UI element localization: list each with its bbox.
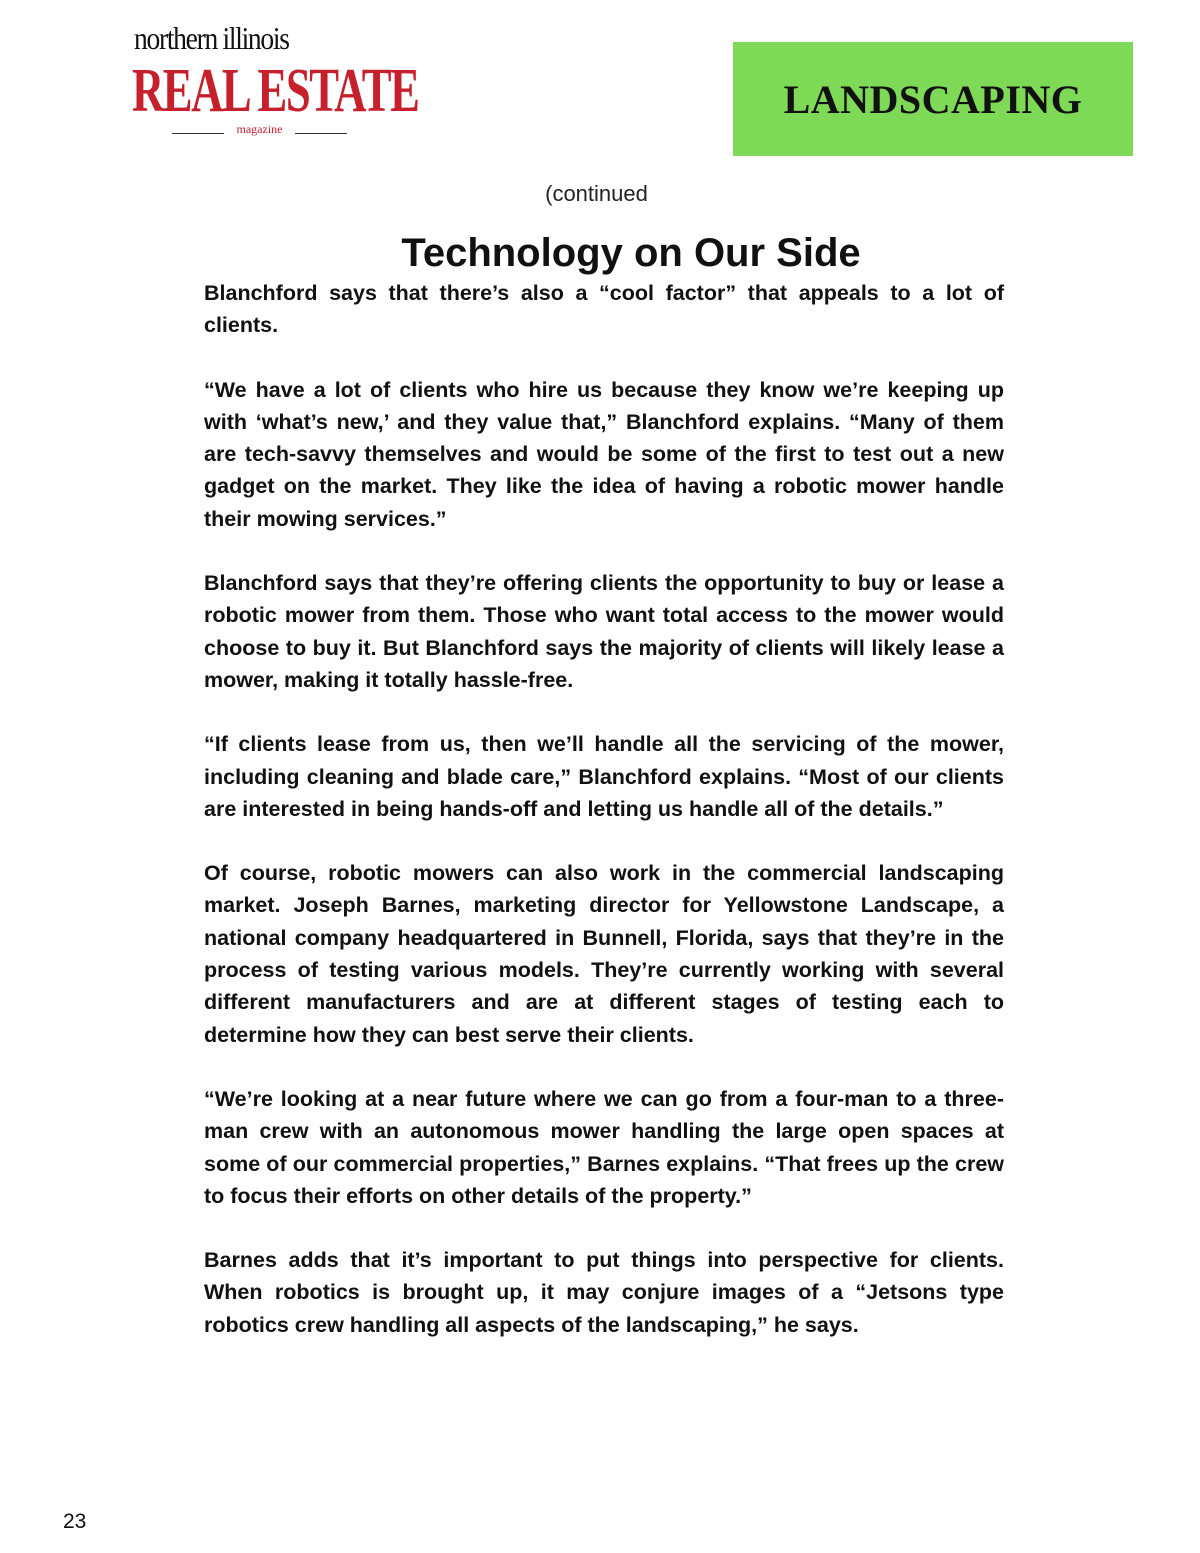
magazine-logo — [132, 20, 419, 136]
page-number: 23 — [63, 1510, 87, 1533]
article-headline: Technology on Our Side — [401, 231, 861, 275]
article-paragraph: “If clients lease from us, then we’ll handle all the servicing of the mower, including cleaning and blade care,” Blanchford explains. “Most of our clients are interested in being hands-off and letting us handle all of the details.” — [204, 732, 1004, 821]
continued-note: (continued — [545, 181, 648, 206]
article-paragraph: Barnes adds that it’s important to put things into perspective for clients. When robotics is brought up, it may conjure images of a “Jetsons type robotics crew handling all aspects of the landscaping,” he says. — [204, 1248, 1004, 1337]
logo-rule-right — [295, 133, 347, 134]
article-body — [204, 277, 1004, 1373]
section-tag — [733, 42, 1133, 156]
logo-subtitle: magazine — [236, 122, 283, 136]
article-paragraph: “We have a lot of clients who hire us because they know we’re keeping up with ‘what’s new,’ and they value that,” Blanchford explains. “Many of them are tech-savvy themselves and would be some of the first to test out a new gadget on the market. They like the idea of having a robotic mower handle their mowing services.” — [204, 377, 1004, 531]
logo-main-wordmark: REAL ESTATE — [132, 57, 419, 125]
article-paragraph: “We’re looking at a near future where we can go from a four-man to a three-man crew with an autonomous mower handling the large open spaces at some of our commercial properties,” Barnes explains. “That frees up the crew to focus their efforts on other details of the property.” — [204, 1086, 1004, 1208]
section-tag-label: LANDSCAPING — [783, 76, 1083, 122]
article-paragraph: Of course, robotic mowers can also work in the commercial landscaping market. Joseph Barnes, marketing director for Yellowstone Landscape, a national company headquartered in Bunnell, Florida, says that they’re in the process of testing various models. They’re currently working with several different manufacturers and are at different stages of testing each to determine how they can best serve their clients. — [204, 861, 1004, 1047]
article-paragraph: Blanchford says that there’s also a “cool factor” that appeals to a lot of clients. — [204, 281, 1004, 338]
article-paragraph: Blanchford says that they’re offering clients the opportunity to buy or lease a robotic mower from them. Those who want total access to the mower would choose to buy it. But Blanchford says the majority of clients will likely lease a mower, making it totally hassle-free. — [204, 571, 1004, 692]
logo-top-line: northern illinois — [134, 20, 289, 56]
